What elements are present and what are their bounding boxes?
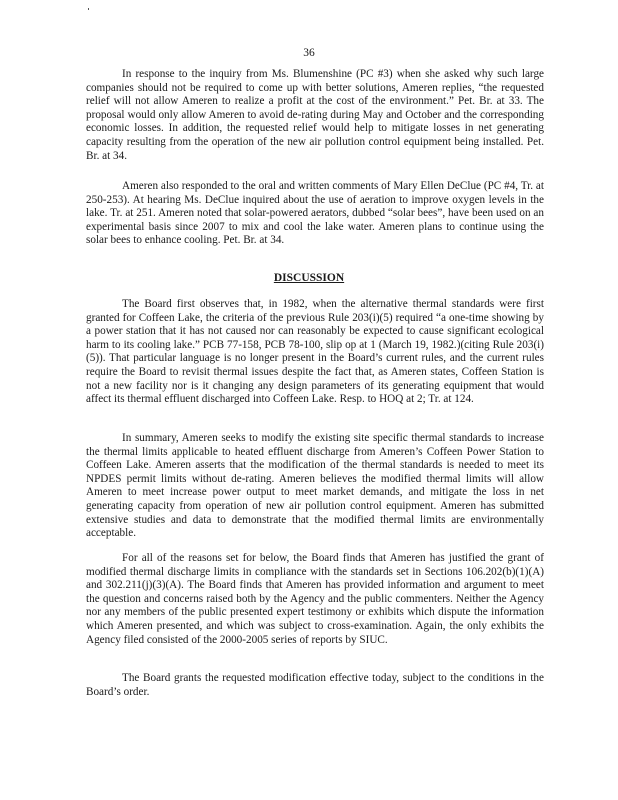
section-heading: DISCUSSION [273,272,345,284]
paragraph-board-findings: For all of the reasons set for below, the Board finds that Ameren has justified the grant of modified thermal discharge limits in compliance with the standards set in Sections 106.202(b)(1)(A) and 302.211(j)(3)(A). The Board finds that Ameren has provided information and argument to meet the question and concerns raised both by the Agency and the public commenters. Neither the Agency nor any members of the public presented expert testimony or exhibits which dispute the information which Ameren presented, and which was subject to cross-examination. Again, the only exhibits the Agency filed consisted of the 2000-2005 series of reports by SIUC. [86,552,544,646]
paragraph-declue-response: Ameren also responded to the oral and written comments of Mary Ellen DeClue (PC #4, Tr. at 250-253). At hearing Ms. DeClue inquired about the use of aeration to improve oxygen levels in the lake. Tr. at 251. Ameren noted that solar-powered aerators, dubbed “solar bees”, have been used on an experimental basis since 2007 to mix and cool the lake water. Ameren plans to continue using the solar bees to enhance cooling. Pet. Br. at 34. [86,180,544,247]
scan-speck [88,8,89,10]
paragraph-blumenshine-response: In response to the inquiry from Ms. Blumenshine (PC #3) when she asked why such large companies should not be required to come up with better solutions, Ameren replies, “the requested relief will not allow Ameren to realize a profit at the cost of the environment.” Pet. Br. at 33. The proposal would only allow Ameren to avoid de-rating during May and October and the corresponding economic losses. In addition, the requested relief would help to mitigate losses in net generating capacity resulting from the operation of the new air pollution control equipment being installed. Pet. Br. at 34. [86,68,544,162]
paragraph-grant: The Board grants the requested modification effective today, subject to the conditions in the Board’s order. [86,672,544,698]
page-number: 36 [303,47,315,59]
paragraph-board-observation: The Board first observes that, in 1982, when the alternative thermal standards were first granted for Coffeen Lake, the criteria of the previous Rule 203(i)(5) required “a one-time showing by a power station that it has not caused nor can reasonably be expected to cause significant ecological harm to its cooling lake.” PCB 77-158, PCB 78-100, slip op at 1 (March 19, 1982.)(citing Rule 203(i)(5)). That particular language is no longer present in the Board’s current rules, and the current rules require the Board to revisit thermal issues despite the fact that, as Ameren states, Coffeen Station is not a new facility nor is it changing any design parameters of its generating equipment that would affect its thermal effluent discharged into Coffeen Lake. Resp. to HOQ at 2; Tr. at 124. [86,298,544,406]
paragraph-summary: In summary, Ameren seeks to modify the existing site specific thermal standards to increase the thermal limits applicable to heated effluent discharge from Ameren’s Coffeen Power Station to Coffeen Lake. Ameren asserts that the modification of the thermal standards is needed to meet its NPDES permit limits without de-rating. Ameren believes the modified thermal limits will allow Ameren to meet increase power output to meet market demands, and mitigate the loss in net generating capacity from operation of new air pollution control equipment. Ameren has submitted extensive studies and data to demonstrate that the modified thermal limits are environmentally acceptable. [86,432,544,540]
